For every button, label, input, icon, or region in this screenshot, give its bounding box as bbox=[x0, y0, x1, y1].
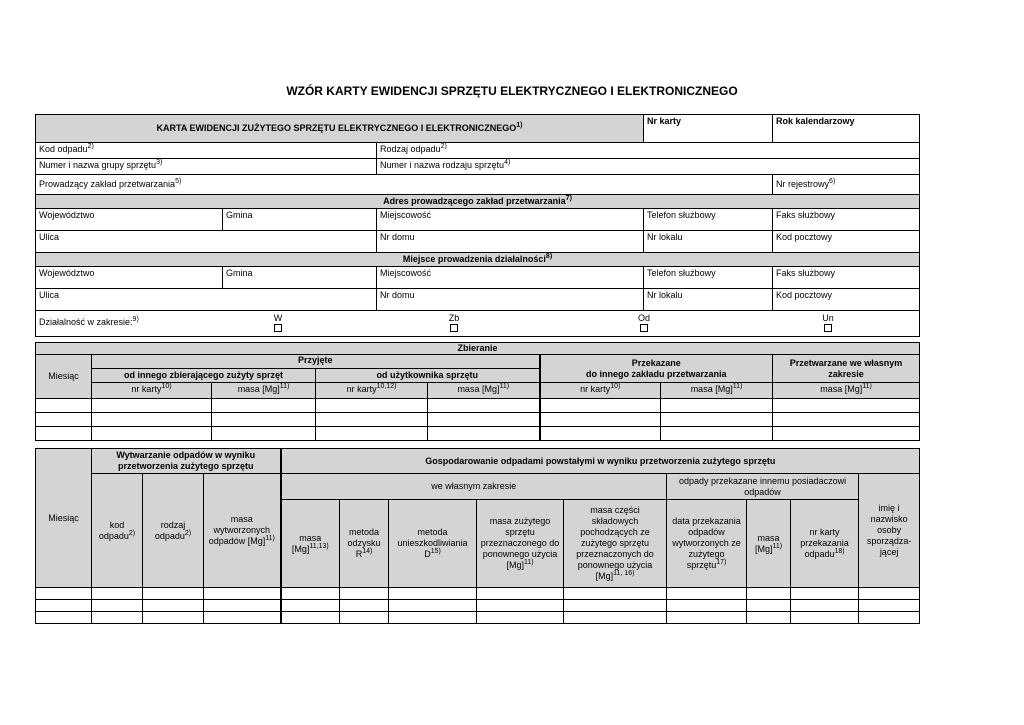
masa-col: masa $[Mg]^{11)}$ bbox=[773, 383, 920, 399]
adres-faks[interactable]: Faks służbowy bbox=[773, 209, 920, 231]
przekazane-innemu-header: odpady przekazane innemu posiadaczowi odpadów bbox=[667, 474, 859, 500]
metoda-odzysku-col: metoda odzysku $R^{14)}$ bbox=[340, 500, 389, 588]
imie-nazwisko-col: imię i nazwisko osoby sporządza-jącej bbox=[859, 474, 920, 588]
nr-karty-field[interactable]: Nr karty bbox=[644, 115, 773, 143]
cell[interactable] bbox=[791, 612, 859, 624]
nr-karty-col: nr karty$^{10,12)}$ bbox=[316, 383, 428, 399]
data-przekazania-col: data przekazania odpadów wytworzonych ze zużytego sprzętu$^{17)}$ bbox=[667, 500, 747, 588]
rodzaj-odpadu-col: rodzaj odpadu$^{2)}$ bbox=[143, 474, 204, 588]
nr-rejestrowy-field[interactable]: Nr rejestrowy$^{6)}$ bbox=[773, 175, 920, 195]
cell[interactable] bbox=[540, 399, 661, 413]
masa-wytworzonych-col: masa wytworzonych odpadów $[Mg]^{11)}$ bbox=[204, 474, 281, 588]
masa-col: masa $[Mg]^{11)}$ bbox=[428, 383, 540, 399]
rodzaj-odpadu-field[interactable]: Rodzaj odpadu$^{2)}$ bbox=[377, 143, 920, 159]
collection-miesiac-header: Miesiąc bbox=[36, 355, 92, 399]
adres-wojewodztwo[interactable]: Województwo bbox=[36, 209, 223, 231]
cell[interactable] bbox=[667, 588, 747, 600]
cell[interactable] bbox=[667, 612, 747, 624]
cell[interactable] bbox=[791, 588, 859, 600]
masa-col: masa $[Mg]^{11,13)}$ bbox=[281, 500, 340, 588]
checkbox-od[interactable] bbox=[640, 324, 648, 332]
przekazane-header: Przekazane do innego zakładu przetwarzania bbox=[540, 355, 773, 383]
cell[interactable] bbox=[36, 399, 92, 413]
we-wlasnym-header: we własnym zakresie bbox=[281, 474, 667, 500]
cell[interactable] bbox=[36, 413, 92, 427]
cell[interactable] bbox=[747, 600, 791, 612]
dzial-faks[interactable]: Faks służbowy bbox=[773, 267, 920, 289]
przyjete-header: Przyjęte bbox=[92, 355, 540, 369]
checkbox-un[interactable] bbox=[824, 324, 832, 332]
nr-karty-przekazania-col: nr karty przekazania odpadu$^{18)}$ bbox=[791, 500, 859, 588]
card-title: KARTA EWIDENCJI ZUŻYTEGO SPRZĘTU ELEKTRYCZNEGO I ELEKTRONICZNEGO$^{1)}$ bbox=[36, 115, 644, 143]
od-uzytkownika-header: od użytkownika sprzętu bbox=[316, 369, 540, 383]
dzial-telefon[interactable]: Telefon służbowy bbox=[644, 267, 773, 289]
cell[interactable] bbox=[204, 612, 281, 624]
cell[interactable] bbox=[281, 600, 340, 612]
adres-ulica[interactable]: Ulica bbox=[36, 231, 377, 253]
cell[interactable] bbox=[92, 399, 212, 413]
cell[interactable] bbox=[661, 399, 773, 413]
cell[interactable] bbox=[428, 427, 540, 441]
cell[interactable] bbox=[143, 600, 204, 612]
cell[interactable] bbox=[212, 399, 316, 413]
dzial-kod[interactable]: Kod pocztowy bbox=[773, 289, 920, 311]
cell[interactable] bbox=[428, 399, 540, 413]
cell[interactable] bbox=[92, 600, 143, 612]
masa-col: masa $[Mg]^{11)}$ bbox=[212, 383, 316, 399]
cell[interactable] bbox=[564, 600, 667, 612]
cell[interactable] bbox=[36, 612, 92, 624]
cell[interactable] bbox=[389, 600, 477, 612]
table-row bbox=[36, 413, 920, 427]
table-row bbox=[36, 600, 920, 612]
prowadzacy-field[interactable]: Prowadzący zakład przetwarzania$^{5)}$ bbox=[36, 175, 773, 195]
numer-grupy-field[interactable]: Numer i nazwa grupy sprzętu$^{3)}$ bbox=[36, 159, 377, 175]
cell[interactable] bbox=[859, 612, 920, 624]
nr-karty-col: nr karty$^{10)}$ bbox=[92, 383, 212, 399]
collection-table bbox=[35, 342, 920, 441]
nr-karty-col: nr karty$^{10)}$ bbox=[540, 383, 661, 399]
masa-col: masa $[Mg]^{11)}$ bbox=[661, 383, 773, 399]
rok-kalendarzowy-field[interactable]: Rok kalendarzowy bbox=[773, 115, 920, 143]
dzial-nr-domu[interactable]: Nr domu bbox=[377, 289, 644, 311]
cell[interactable] bbox=[36, 427, 92, 441]
cell[interactable] bbox=[92, 612, 143, 624]
cell[interactable] bbox=[204, 588, 281, 600]
cell[interactable] bbox=[281, 612, 340, 624]
cell[interactable] bbox=[773, 413, 920, 427]
cell[interactable] bbox=[340, 612, 389, 624]
cell[interactable] bbox=[791, 600, 859, 612]
cell[interactable] bbox=[859, 600, 920, 612]
cell[interactable] bbox=[340, 588, 389, 600]
adres-telefon[interactable]: Telefon służbowy bbox=[644, 209, 773, 231]
cell[interactable] bbox=[477, 612, 564, 624]
masa-ponowne-col: masa zużytego sprzętu przeznaczonego do ponownego użycia $[Mg]^{11)}$ bbox=[477, 500, 564, 588]
waste-miesiac-header: Miesiąc bbox=[36, 449, 92, 588]
cell[interactable] bbox=[281, 588, 340, 600]
dzial-gmina[interactable]: Gmina bbox=[223, 267, 377, 289]
cell[interactable] bbox=[36, 600, 92, 612]
cell[interactable] bbox=[92, 588, 143, 600]
adres-nr-lokalu[interactable]: Nr lokalu bbox=[644, 231, 773, 253]
scope-option-zb[interactable]: Zb bbox=[447, 313, 461, 335]
cell[interactable] bbox=[661, 413, 773, 427]
kod-odpadu-col: kod odpadu$^{2)}$ bbox=[92, 474, 143, 588]
cell[interactable] bbox=[540, 427, 661, 441]
przetwarzane-header: Przetwarzane we własnym zakresie bbox=[773, 355, 920, 383]
cell[interactable] bbox=[92, 427, 212, 441]
dzial-miejscowosc[interactable]: Miejscowość bbox=[377, 267, 644, 289]
scope-option-un[interactable]: Un bbox=[821, 313, 835, 335]
cell[interactable] bbox=[564, 588, 667, 600]
page-title: WZÓR KARTY EWIDENCJI SPRZĘTU ELEKTRYCZNEGO I ELEKTRONICZNEGO bbox=[286, 84, 738, 98]
adres-kod[interactable]: Kod pocztowy bbox=[773, 231, 920, 253]
kod-odpadu-field[interactable]: Kod odpadu$^{2)}$ bbox=[36, 143, 377, 159]
od-innego-header: od innego zbierającego zużyty sprzęt bbox=[92, 369, 316, 383]
card-header-table bbox=[35, 114, 920, 337]
cell[interactable] bbox=[316, 413, 428, 427]
zbieranie-title: Zbieranie bbox=[36, 343, 920, 355]
scope-option-w[interactable]: W bbox=[273, 313, 283, 335]
gospodarowanie-header: Gospodarowanie odpadami powstałymi w wyniku przetworzenia zużytego sprzętu bbox=[281, 449, 920, 474]
checkbox-zb[interactable] bbox=[450, 324, 458, 332]
cell[interactable] bbox=[477, 600, 564, 612]
cell[interactable] bbox=[747, 612, 791, 624]
cell[interactable] bbox=[859, 588, 920, 600]
dzial-nr-lokalu[interactable]: Nr lokalu bbox=[644, 289, 773, 311]
cell[interactable] bbox=[773, 427, 920, 441]
adres-nr-domu[interactable]: Nr domu bbox=[377, 231, 644, 253]
numer-rodzaju-field[interactable]: Numer i nazwa rodzaju sprzętu$^{4)}$ bbox=[377, 159, 920, 175]
table-row bbox=[36, 612, 920, 624]
cell[interactable] bbox=[773, 399, 920, 413]
cell[interactable] bbox=[204, 600, 281, 612]
scope-row bbox=[36, 311, 920, 337]
cell[interactable] bbox=[428, 413, 540, 427]
wytwarzanie-header: Wytwarzanie odpadów w wyniku przetworzenia zużytego sprzętu bbox=[92, 449, 281, 474]
table-row bbox=[36, 588, 920, 600]
adres-miejscowosc[interactable]: Miejscowość bbox=[377, 209, 644, 231]
cell[interactable] bbox=[477, 588, 564, 600]
dzial-ulica[interactable]: Ulica bbox=[36, 289, 377, 311]
cell[interactable] bbox=[212, 427, 316, 441]
masa-col: masa $[Mg]^{11)}$ bbox=[747, 500, 791, 588]
metoda-unieszkodliwiania-col: metoda unieszkodliwiania $D^{15)}$ bbox=[389, 500, 477, 588]
cell[interactable] bbox=[212, 413, 316, 427]
cell[interactable] bbox=[389, 588, 477, 600]
activity-section-title: Miejsce prowadzenia działalności$^{8)}$ bbox=[36, 253, 920, 267]
cell[interactable] bbox=[747, 588, 791, 600]
table-row bbox=[36, 427, 920, 441]
cell[interactable] bbox=[316, 427, 428, 441]
cell[interactable] bbox=[661, 427, 773, 441]
cell[interactable] bbox=[340, 600, 389, 612]
cell[interactable] bbox=[667, 600, 747, 612]
cell[interactable] bbox=[36, 588, 92, 600]
address-section-title: Adres prowadzącego zakład przetwarzania$^{7)}$ bbox=[36, 195, 920, 209]
scope-label: Działalność w zakresie:$^{9)}$ bbox=[39, 316, 139, 327]
table-row bbox=[36, 399, 920, 413]
cell[interactable] bbox=[143, 588, 204, 600]
cell[interactable] bbox=[540, 413, 661, 427]
cell[interactable] bbox=[143, 612, 204, 624]
cell[interactable] bbox=[316, 399, 428, 413]
scope-option-od[interactable]: Od bbox=[637, 313, 651, 335]
waste-table bbox=[35, 448, 920, 624]
masa-czesci-col: masa części składowych pochodzących ze zużytego sprzętu przeznaczonych do ponownego użycia $[Mg]^{11, 16)}$ bbox=[564, 500, 667, 588]
checkbox-w[interactable] bbox=[274, 324, 282, 332]
adres-gmina[interactable]: Gmina bbox=[223, 209, 377, 231]
cell[interactable] bbox=[389, 612, 477, 624]
cell[interactable] bbox=[92, 413, 212, 427]
dzial-wojewodztwo[interactable]: Województwo bbox=[36, 267, 223, 289]
cell[interactable] bbox=[564, 612, 667, 624]
